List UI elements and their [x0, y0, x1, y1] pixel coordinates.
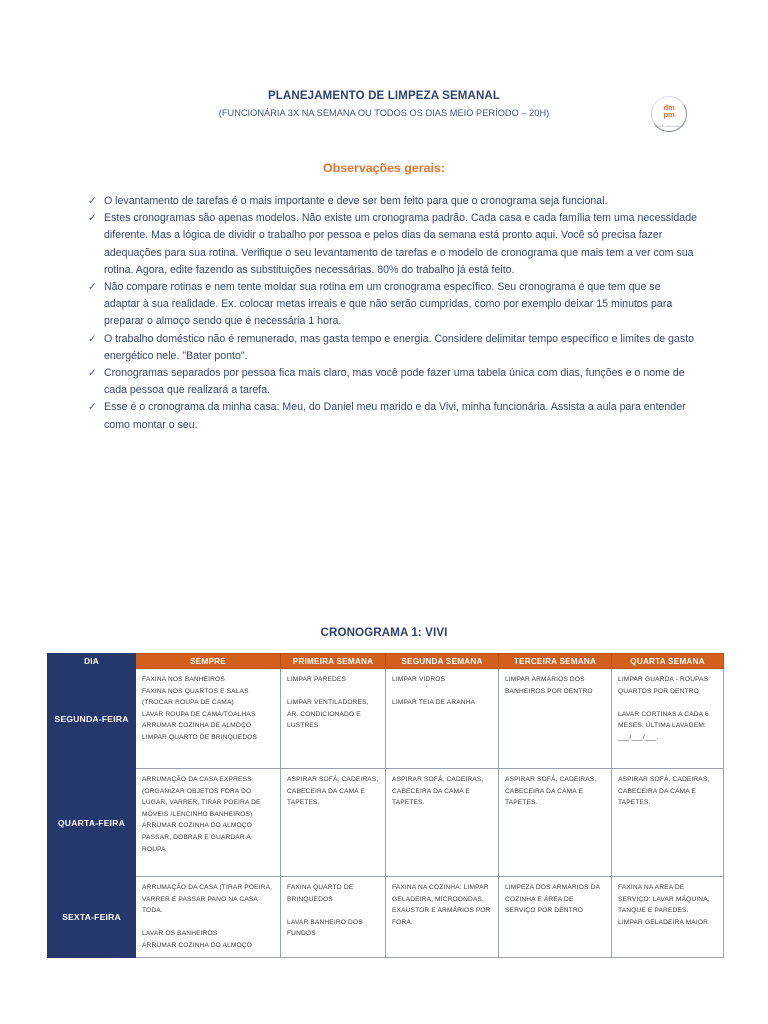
task-line: LIMPAR TEIA DE ARANHA [392, 699, 476, 707]
table-row [48, 669, 724, 769]
check-icon: ✓ [88, 332, 97, 345]
table-column-header: QUARTA SEMANA [612, 654, 724, 669]
task-cell-semana1 [281, 877, 386, 958]
task-line: LIMPAR ARMÁRIOS DOS BANHEIROS POR DENTRO [505, 676, 593, 695]
task-line: ASPIRAR SOFÁ, CADEIRAS, CABECEIRA DA CAMA E TAPETES. [618, 776, 710, 807]
task-spacer [287, 686, 379, 698]
logo-line-2: pm [663, 110, 675, 120]
observation-text: Cronogramas separados por pessoa fica mais claro, mas você pode fazer uma tabela única com dias, funções e o nome de cada pessoa que realizará a tarefa. [104, 367, 685, 397]
logo-tagline: dona de casa moderna [654, 125, 684, 128]
table-column-header: TERCEIRA SEMANA [499, 654, 612, 669]
task-line: PASSAR, DOBRAR E GUARDAR A ROUPA [142, 833, 251, 853]
task-line: FAXINA NA AREA DE SERVIÇO: LAVAR MÁQUINA, TANQUE E PAREDES. [618, 884, 710, 915]
task-line: (TROCAR ROUPA DE CAMA) [142, 699, 234, 707]
task-line: ASPIRAR SOFÁ, CADEIRAS, CABECEIRA DA CAMA E TAPETES. [287, 776, 379, 807]
brand-logo [651, 96, 687, 132]
observation-item [88, 365, 698, 399]
page-title: PLANEJAMENTO DE LIMPEZA SEMANAL [267, 90, 501, 102]
task-line: LIMPAR GELADEIRA MAIOR. [618, 918, 710, 926]
observation-text: O trabalho doméstico não é remunerado, mas gasta tempo e energia. Considere delimitar tempo específico e limites de gasto energético nele. "Bater ponto". [104, 332, 695, 362]
task-cell-sempre [136, 877, 281, 958]
task-cell-semana4 [612, 769, 724, 877]
task-line: FAXINA QUARTO DE BRINQUEDOS [287, 884, 354, 903]
observation-item [88, 331, 698, 365]
observation-item [88, 193, 698, 210]
logo-initials [651, 104, 687, 119]
table-header-row [48, 654, 724, 669]
schedule-table-body [48, 669, 724, 958]
task-line: FAXINA NOS BANHEIROS [142, 676, 225, 683]
observation-item [88, 210, 698, 279]
task-line: ARRUMAR COZINHA DO ALMOÇO [142, 941, 252, 949]
task-line: ARRUMAR COZINHA DE ALMOÇO [142, 722, 252, 730]
task-spacer [142, 917, 274, 929]
task-cell-sempre [136, 769, 281, 877]
observation-text: O levantamento de tarefas é o mais importante e deve ser bem feito para que o cronograma seja funcional. [104, 195, 608, 207]
task-line: LIMPAR GUARDA - ROUPAS QUARTOS POR DENTRO [618, 676, 709, 695]
day-label-cell: SEXTA-FEIRA [48, 877, 136, 958]
observation-item [88, 279, 698, 331]
table-row [48, 877, 724, 958]
task-cell-semana1 [281, 769, 386, 877]
task-cell-sempre [136, 669, 281, 769]
task-line: ARRUMAÇÃO DA CASA EXPRESS [142, 776, 252, 783]
table-column-header: SEGUNDA SEMANA [386, 654, 499, 669]
page-subtitle: (FUNCIONÁRIA 3X NA SEMANA OU TODOS OS DIAS MEIO PERÍODO – 20H) [218, 108, 550, 118]
check-icon: ✓ [88, 367, 97, 380]
table-column-header: SEMPRE [136, 654, 281, 669]
task-line: LIMPEZA DOS ARMÁRIOS DA COZINHA E ÁREA DE SERVIÇO POR DENTRO [505, 884, 600, 915]
task-cell-semana4 [612, 877, 724, 958]
day-label-cell: SEGUNDA-FEIRA [48, 669, 136, 769]
task-line: LAVAR ROUPA DE CAMA/TOALHAS [142, 710, 256, 718]
table-column-header: DIA [48, 654, 136, 669]
task-line: ASPIRAR SOFÁ, CADEIRAS, CABECEIRA DA CAMA E TAPETES. [505, 776, 597, 807]
day-label-cell: QUARTA-FEIRA [48, 769, 136, 877]
task-cell-semana4 [612, 669, 724, 769]
task-spacer [287, 905, 379, 917]
observation-item [88, 399, 698, 433]
task-spacer [618, 697, 717, 709]
check-icon: ✓ [88, 212, 97, 225]
task-line: LAVAR BANHEIRO DOS FUNDOS [287, 918, 363, 938]
task-line: LAVAR OS BANHEIROS [142, 930, 218, 938]
task-line: (ORGANIZAR OBJETOS FORA DO LUGAR, VARRER, TIRAR POEIRA DE MÓVEIS /LENCINHO BANHEIROS) [142, 787, 261, 818]
table-row [48, 769, 724, 877]
observations-heading: Observações gerais: [323, 161, 445, 175]
task-cell-semana1 [281, 669, 386, 769]
observation-text: Esse é o cronograma da minha casa: Meu, do Daniel meu marido e da Vivi, minha funcionária. Assista a aula para entender como montar o seu. [104, 401, 686, 431]
check-icon: ✓ [88, 281, 97, 294]
task-cell-semana2 [386, 669, 499, 769]
task-cell-semana3 [499, 877, 612, 958]
task-line: ARRUMAÇÃO DA CASA (TIRAR POEIRA, VARRER E PASSAR PANO NA CASA TODA. [142, 884, 273, 915]
task-line: FAXINA NOS QUARTOS E SALAS [142, 687, 249, 695]
schedule-table [47, 653, 724, 958]
logo-line-1: dm [663, 103, 675, 112]
observation-text: Estes cronogramas são apenas modelos. Não existe um cronograma padrão. Cada casa e cada família tem uma necessidade diferente. Mas a lógica de dividir o trabalho por pessoa e pelos dias da semana está pronto aqui. Você só precisa fazer adequações para sua rotina. Verifique o seu levantamento de tarefas e o modelo de cronograma que mais tem a ver com sua rotina. Agora, edite fazendo as substituições necessárias. 80% do trabalho já está feito. [104, 212, 697, 276]
task-cell-semana2 [386, 769, 499, 877]
task-line: LIMPAR QUARTO DE BRINQUEDOS [142, 733, 258, 741]
task-spacer [392, 686, 492, 698]
task-line: FAXINA NA COZINHA: LIMPAR GELADEIRA, MICROONDAS, EXAUSTOR E ARMÁRIOS POR FORA. [392, 884, 491, 926]
task-line: LIMPAR VIDROS [392, 676, 446, 683]
schedule-title: CRONOGRAMA 1: VIVI [320, 626, 448, 639]
task-line: ASPIRAR SOFÁ, CADEIRAS, CABECEIRA DA CAMA E TAPETES. [392, 776, 484, 807]
task-cell-semana3 [499, 669, 612, 769]
task-cell-semana3 [499, 769, 612, 877]
task-line: ARRUMAR COZINHA DO ALMOÇO [142, 822, 252, 830]
task-line: LIMPAR PAREDES [287, 676, 347, 683]
observations-list [88, 193, 698, 434]
check-icon: ✓ [88, 401, 97, 414]
task-line: LAVAR CORTINAS A CADA 6 MESES. ÚLTIMA LAVAGEM: ___/___/___. [618, 710, 709, 741]
check-icon: ✓ [88, 195, 97, 207]
observation-text: Não compare rotinas e nem tente moldar sua rotina em um cronograma específico. Seu cronograma é que tem que se adaptar à sua realidade. Ex. colocar metas irreais e que não serão cumpridas, como por exemplo deixar 15 minutos para preparar o almoço sendo que é necessária 1 hora. [104, 281, 673, 328]
table-column-header: PRIMEIRA SEMANA [281, 654, 386, 669]
schedule-table-head [48, 654, 724, 669]
task-cell-semana2 [386, 877, 499, 958]
task-line: LIMPAR VENTILADORES, AR. CONDICIONADO E LUSTRES [287, 699, 369, 730]
